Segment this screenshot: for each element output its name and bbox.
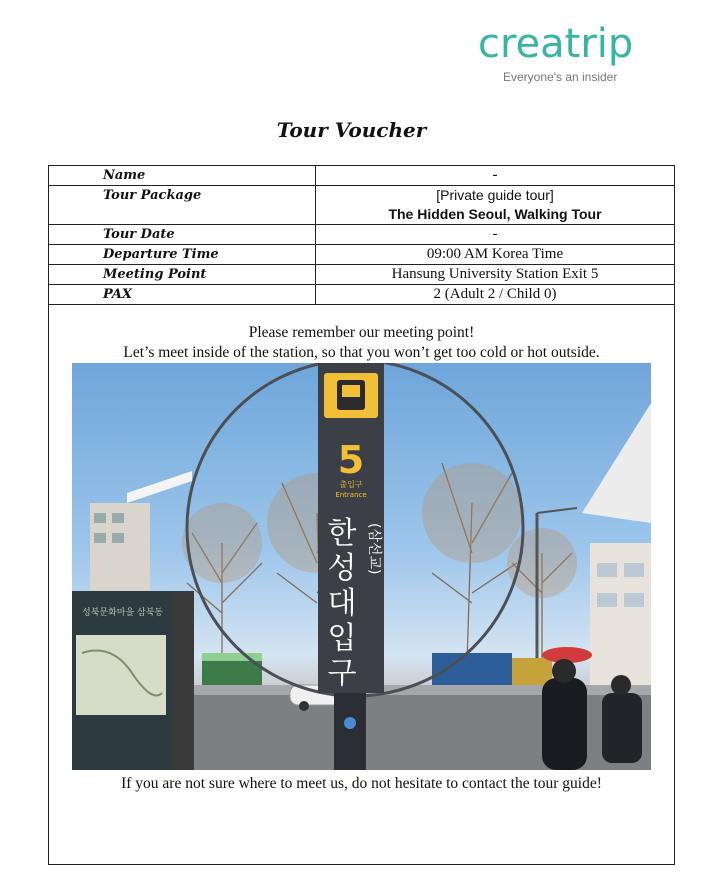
- row-label: Meeting Point: [49, 265, 316, 285]
- table-row: [49, 265, 675, 285]
- table-row: [49, 166, 675, 186]
- table-row: [49, 245, 675, 265]
- package-type: [Private guide tour]: [436, 187, 554, 203]
- row-value: -: [316, 225, 675, 245]
- row-value: [316, 186, 675, 225]
- sign-station-char: 구: [327, 656, 357, 691]
- brand-name: creatrip: [478, 21, 634, 67]
- footer-note: If you are not sure where to meet us, do not hesitate to contact the tour guide!: [121, 775, 602, 792]
- table-row: [49, 225, 675, 245]
- row-label: PAX: [49, 285, 316, 305]
- sign-exit-number: 5: [337, 438, 365, 482]
- row-value: 2 (Adult 2 / Child 0): [316, 285, 675, 305]
- row-value: -: [316, 166, 675, 186]
- sign-station-char: 입: [327, 621, 357, 656]
- brand-logo: [478, 21, 648, 84]
- sign-exit-english: Entrance: [335, 491, 367, 499]
- note-line-1: Please remember our meeting point!: [248, 324, 475, 341]
- sign-station-char: 성: [327, 551, 357, 586]
- meeting-point-photo: [72, 363, 651, 770]
- row-label: Tour Package: [49, 186, 316, 225]
- voucher-info-table: [48, 165, 675, 305]
- table-row: [49, 186, 675, 225]
- row-label: Departure Time: [49, 245, 316, 265]
- sign-station-char: 대: [327, 586, 357, 621]
- note-line-2: Let’s meet inside of the station, so that you won’t get too cold or hot outside.: [123, 344, 600, 361]
- package-name: The Hidden Seoul, Walking Tour: [388, 206, 602, 222]
- voucher-title: Tour Voucher: [276, 118, 427, 142]
- row-value: 09:00 AM Korea Time: [316, 245, 675, 265]
- meeting-info-box: [48, 304, 675, 865]
- map-board-title: 성북문화마을 삼북동: [82, 608, 164, 618]
- brand-tagline: Everyone's an insider: [503, 70, 618, 84]
- row-value: Hansung University Station Exit 5: [316, 265, 675, 285]
- table-row: [49, 285, 675, 305]
- sign-station-sub: (삼선교): [366, 523, 382, 575]
- row-label: Name: [49, 166, 316, 186]
- row-label: Tour Date: [49, 225, 316, 245]
- sign-exit-korean: 출입구: [339, 480, 363, 489]
- sign-station-char: 한: [327, 516, 357, 551]
